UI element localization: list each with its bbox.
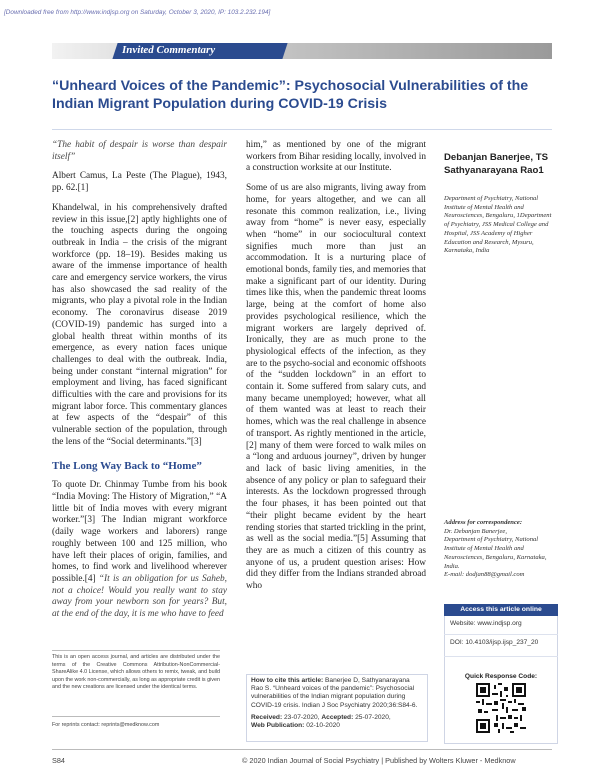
citation-text: Banerjee D, Sathyanarayana Rao S. “Unheard voices of the pandemic”: Psychosocial vulnerabilities of the Indian migrant population during COVID-19 crisis. Indian J Soc Psychiatry 2020;36:S84-6.: [251, 677, 418, 709]
author-list: Debanjan Banerjee, TS Sathyanarayana Rao1: [444, 152, 548, 176]
divider: [444, 634, 558, 635]
accepted-label: Accepted:: [321, 713, 354, 721]
divider: [444, 656, 558, 657]
access-heading: Access this article online: [444, 604, 558, 616]
paragraph: Some of us are also migrants, living away from home, for years altogether, and we can all resonate this common realization, i.e., living away from “home” is never easy, especially when “home” in our sociocultural context signifies much more than just an accommodation. It is a nurturing place of emotional bonds, family ties, and memories that make a significant part of our identity. During times like this, when the pandemic threat looms large, being at the comfort of home also provides psychological resilience, which the migrant workers are largely deprived of. Ironically, they are as much prone to the physiological effects of the infection, as they are to the psycho-social and economic offshoots of the “sudden lockdown” in an effort to contain it. Some suffered from salary cuts, and many became unemployed; however, what all of them wanted was at least to reach their homes, which was the real challenge in absence of transport. As rightly mentioned in the article,[2] many of them were forced to walk miles on a “long and arduous journey”, driven by hunger and lack of basic living amenities, in the absence of any policy or plan to safeguard their interests. As the lockdown progressed through the four phases, it has been pointed out that “their plight became evident by the heart rending stories that started trickling in the print, as well as the social media.”[5] Assuming that they are as much a citizen of this country as anyone of us, a prudent question arises: How did they differ from the Indians stranded abroad who: [246, 183, 426, 592]
published-label: Web Publication:: [251, 722, 305, 730]
section-label: Invited Commentary: [122, 44, 216, 56]
received-date: 23-07-2020,: [284, 713, 320, 721]
published-date: 02-10-2020: [306, 722, 340, 730]
title-divider: [52, 129, 552, 130]
correspondence-heading: Address for correspondence:: [444, 519, 523, 526]
website-link[interactable]: Website: www.indjsp.org: [450, 620, 522, 627]
correspondence-line: Department of Psychiatry, National Institute of Mental Health and Neurosciences, Bengaluru, Karnataka, India.: [444, 536, 547, 570]
paragraph: Khandelwal, in his comprehensively drafted review in this issue,[2] aptly highlights one of the touching aspects during the ongoing outbreak in India – the crisis of the migrant workforce (pp. 18–19). Besides making us aware of the immense importance of health care and emergency service workers, the virus has also showcased the sad reality of the migrants, who play a pivotal role in the Indian economy. The coronavirus disease 2019 (COVID-19) pandemic has surged into a global health threat within months of its emergence, as every nation faces unique challenges to deal with the outbreak. India, being under constant “internal migration” for employment and living, has faced significant difficulties with the care and provisions for its migrant labor force. This commentary glances at few aspects of the “despair” of this vulnerable section of the population, through the lens of the “Social determinants.”[3]: [52, 202, 227, 447]
citation-label: How to cite this article:: [251, 677, 324, 684]
divider: [52, 716, 220, 717]
doi-link[interactable]: DOI: 10.4103/ijsp.ijsp_237_20: [450, 639, 539, 646]
footer-divider: [52, 749, 552, 750]
paragraph-text: To quote Dr. Chinmay Tumbe from his book “India Moving: The History of Migration,” “A little bit of India moves with every migrant worker.”[3] The Indian migrant workforce (daily wage workers and laborers) range roughly between 100 and 125 million, who have left their places of origin, families, and homes, to find work and livelihood wherever possible.[4]: [52, 480, 227, 584]
worker-quote: “It is an obligation for us Saheb, not a choice! Would you really want to stay away from your newborn son for years? But, at the end of the day, it is me who have to feed: [52, 573, 227, 620]
accepted-date: 25-07-2020,: [355, 713, 391, 721]
correspondence-email[interactable]: E-mail: dodjan88@gmail.com: [444, 571, 525, 579]
dates: [251, 714, 423, 730]
page-number: S84: [52, 756, 65, 765]
journal-footer: © 2020 Indian Journal of Social Psychiatry | Published by Wolters Kluwer - Medknow: [242, 756, 516, 765]
citation-box: [246, 674, 428, 742]
epigraph: “The habit of despair is worse than despair itself”: [52, 140, 227, 162]
epigraph-source: Albert Camus, La Peste (The Plague), 1943, pp. 62.[1]: [52, 171, 227, 194]
paragraph: [52, 480, 227, 620]
citation: [251, 677, 423, 710]
divider: [52, 650, 220, 651]
license-notice: This is an open access journal, and articles are distributed under the terms of the Creative Commons Attribution-NonCommercial-ShareAlike 4.0 License, which allows others to remix, tweak, and build upon the work non-commercially, as long as appropriate credit is given and the new creations are licensed under the identical terms.: [52, 654, 220, 691]
qr-label: Quick Response Code:: [464, 673, 538, 680]
download-note: [Downloaded free from http://www.indjsp.org on Saturday, October 3, 2020, IP: 103.2.232.194]: [4, 9, 271, 16]
correspondence: [444, 519, 556, 580]
received-label: Received:: [251, 713, 283, 721]
correspondence-line: Dr. Debanjan Banerjee,: [444, 527, 507, 535]
column-1: [52, 140, 227, 621]
section-heading: The Long Way Back to “Home”: [52, 459, 202, 472]
qr-code-icon[interactable]: [476, 683, 526, 733]
paragraph: him,” as mentioned by one of the migrant workers from Bihar residing locally, involved in a construction worksite at our Institute.: [246, 140, 426, 174]
column-2: [246, 140, 426, 593]
article-title: “Unheard Voices of the Pandemic”: Psychosocial Vulnerabilities of the Indian Migrant Population during COVID-19 Crisis: [52, 78, 529, 112]
reprints-contact: For reprints contact: reprints@medknow.com: [52, 722, 160, 728]
affiliation: Department of Psychiatry, National Institute of Mental Health and Neurosciences, Bengaluru, 1Department of Psychiatry, JSS Medical College and Hospital, JSS Academy of Higher Education and Research, Mysuru, Karnataka, India: [444, 195, 552, 255]
